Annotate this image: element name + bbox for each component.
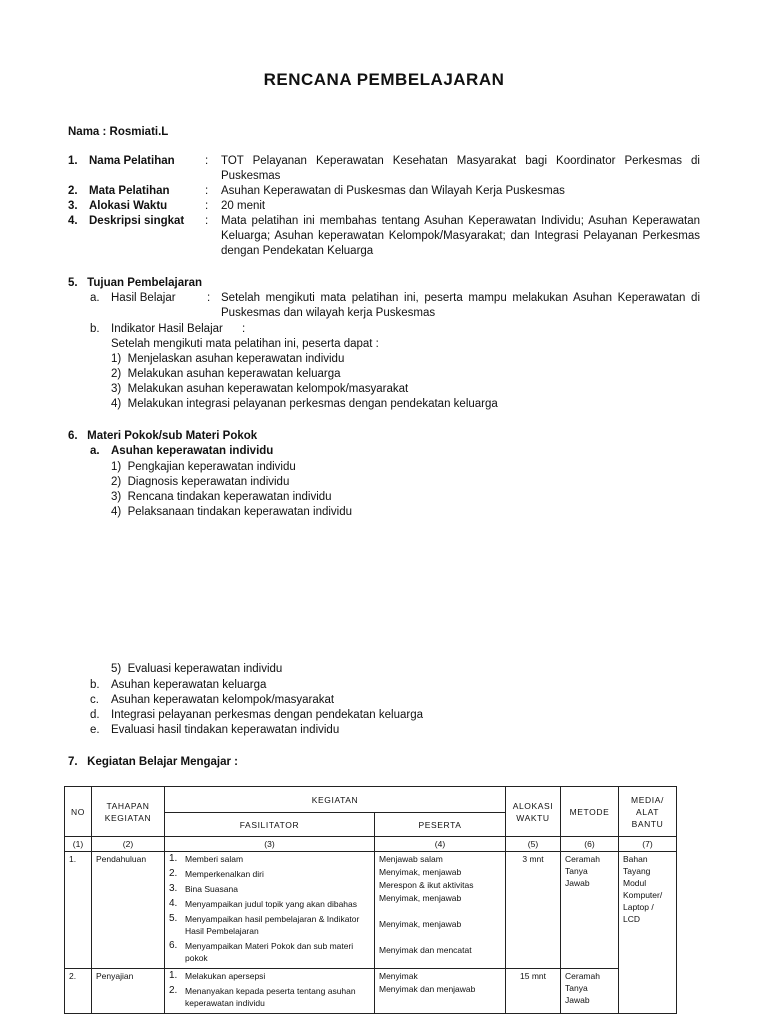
info-value: TOT Pelayanan Keperawatan Kesehatan Masyarakat bagi Koordinator Perkesmas di Puskesmas	[221, 155, 700, 182]
info-row-deskripsi	[68, 214, 700, 259]
table-cell-waktu: 3 mnt	[506, 852, 561, 969]
item-num: 1.	[169, 853, 178, 864]
indikator-list	[111, 337, 498, 412]
header-kegiatan: KEGIATAN	[165, 787, 506, 813]
item-text: Integrasi pelayanan perkesmas dengan pendekatan keluarga	[111, 709, 423, 721]
info-row-nama-pelatihan	[68, 154, 700, 184]
kegiatan-heading: 7. Kegiatan Belajar Mengajar :	[68, 756, 239, 768]
info-row-mata-pelatihan	[68, 184, 700, 199]
item-num: 2.	[169, 868, 178, 879]
info-num: 2.	[68, 185, 78, 197]
table-cell: (1)	[65, 837, 92, 852]
nama-line: Nama : Rosmiati.L	[68, 126, 169, 138]
kegiatan-table	[64, 786, 677, 1014]
list-item	[169, 868, 370, 880]
list-item: 1) Menjelaskan asuhan keperawatan individu	[111, 353, 345, 365]
peserta-line: Menyimak dan menjawab	[379, 984, 476, 994]
table-row	[65, 852, 677, 969]
list-item: 1) Pengkajian keperawatan individu	[111, 461, 296, 473]
peserta-line: Menjawab salam	[379, 854, 443, 864]
list-item	[90, 723, 423, 738]
table-cell-fasilitator	[165, 852, 375, 969]
info-num: 3.	[68, 200, 78, 212]
item-text: Menyampaikan judul topik yang akan dibahas	[185, 899, 358, 909]
table-cell-fasilitator	[165, 969, 375, 1014]
header-peserta: PESERTA	[375, 813, 506, 837]
info-label: Nama Pelatihan	[89, 155, 175, 167]
list-item: 3) Melakukan asuhan keperawatan kelompok/masyarakat	[111, 383, 409, 395]
item-num: 1.	[169, 970, 178, 981]
item-label: a.	[90, 445, 100, 457]
info-colon: :	[205, 185, 209, 197]
header-fasilitator: FASILITATOR	[165, 813, 375, 837]
indikator-row	[90, 322, 245, 337]
indikator-title: Indikator Hasil Belajar :	[111, 323, 246, 335]
indikator-intro: Setelah mengikuti mata pelatihan ini, peserta dapat :	[111, 338, 379, 350]
list-item: 4) Melakukan integrasi pelayanan perkesmas dengan pendekatan keluarga	[111, 398, 498, 410]
hasil-belajar-row	[90, 291, 700, 321]
info-num: 4.	[68, 215, 78, 227]
list-item: 5) Evaluasi keperawatan individu	[111, 663, 283, 675]
list-item	[90, 678, 423, 693]
peserta-line: Menyimak, menjawab	[379, 893, 462, 903]
list-item	[90, 693, 423, 708]
info-num: 1.	[68, 155, 78, 167]
info-label: Alokasi Waktu	[89, 200, 168, 212]
page-title: RENCANA PEMBELAJARAN	[263, 70, 505, 89]
table-cell-tahapan: Pendahuluan	[92, 852, 165, 969]
tujuan-heading: 5. Tujuan Pembelajaran	[68, 277, 202, 289]
list-item	[169, 883, 370, 895]
materi-a-list	[111, 460, 352, 520]
peserta-line: Menyimak	[379, 971, 418, 981]
item-text: Evaluasi hasil tindakan keperawatan individu	[111, 724, 340, 736]
info-colon: :	[205, 215, 209, 227]
item-text: Asuhan keperawatan kelompok/masyarakat	[111, 694, 335, 706]
hasil-belajar-title: Hasil Belajar	[111, 292, 176, 304]
list-item	[169, 970, 370, 982]
item-text: Melakukan apersepsi	[185, 971, 266, 981]
materi-heading: 6. Materi Pokok/sub Materi Pokok	[68, 430, 258, 442]
item-num: 5.	[169, 913, 178, 924]
item-num: 4.	[169, 898, 178, 909]
table-cell: (6)	[561, 837, 619, 852]
item-label: a.	[90, 292, 100, 304]
info-colon: :	[205, 155, 209, 167]
table-cell: (7)	[619, 837, 677, 852]
hasil-belajar-text: Setelah mengikuti mata pelatihan ini, peserta mampu melakukan Asuhan Keperawatan di Puskesmas dan wilayah kerja Puskesmas	[221, 292, 700, 319]
item-num: 3.	[169, 883, 178, 894]
list-item	[90, 708, 423, 723]
header-no: NO	[65, 787, 92, 837]
item-label: c.	[90, 694, 99, 706]
table-cell-no: 1.	[65, 852, 92, 969]
header-alokasi: ALOKASI WAKTU	[506, 787, 561, 837]
peserta-line: Menyimak dan mencatat	[379, 945, 472, 955]
item-text: Menyampaikan Materi Pokok dan sub materi pokok	[185, 941, 354, 963]
item-label: b.	[90, 679, 100, 691]
item-text: Menyampaikan hasil pembelajaran & Indikator Hasil Pembelajaran	[185, 914, 360, 936]
table-header-row	[65, 787, 677, 813]
table-row	[65, 969, 677, 1014]
table-cell-metode: Ceramah Tanya Jawab	[561, 852, 619, 969]
info-label: Mata Pelatihan	[89, 185, 170, 197]
list-item	[169, 913, 370, 937]
list-item	[169, 985, 370, 1009]
list-item: 2) Diagnosis keperawatan individu	[111, 476, 290, 488]
info-value: 20 menit	[221, 200, 266, 212]
header-tahapan: TAHAPAN KEGIATAN	[92, 787, 165, 837]
peserta-line: Merespon & ikut aktivitas	[379, 880, 474, 890]
peserta-line: Menyimak, menjawab	[379, 867, 462, 877]
list-item: 3) Rencana tindakan keperawatan individu	[111, 491, 332, 503]
table-cell-metode: Ceramah Tanya Jawab	[561, 969, 619, 1014]
list-item	[169, 853, 370, 865]
info-section	[68, 154, 700, 259]
table-cell-waktu: 15 mnt	[506, 969, 561, 1014]
table-cell: (3)	[165, 837, 375, 852]
item-colon: :	[207, 292, 211, 304]
info-label: Deskripsi singkat	[89, 215, 185, 227]
list-item: 2) Melakukan asuhan keperawatan keluarga	[111, 368, 341, 380]
list-item	[169, 940, 370, 964]
table-cell: (5)	[506, 837, 561, 852]
table-cell-no: 2.	[65, 969, 92, 1014]
item-num: 2.	[169, 985, 178, 996]
item-text: Menanyakan kepada peserta tentang asuhan keperawatan individu	[185, 986, 356, 1008]
materi-other-list	[90, 678, 423, 738]
header-media: MEDIA/ ALAT BANTU	[619, 787, 677, 837]
table-cell: (4)	[375, 837, 506, 852]
peserta-line	[379, 931, 501, 943]
table-cell-media: Bahan Tayang Modul Komputer/ Laptop / LCD	[619, 852, 677, 1014]
item-text: Asuhan keperawatan keluarga	[111, 679, 267, 691]
list-item	[169, 898, 370, 910]
table-cell-peserta	[375, 852, 506, 969]
item-num: 6.	[169, 940, 178, 951]
item-label: e.	[90, 724, 100, 736]
table-index-row	[65, 837, 677, 852]
materi-a-title: Asuhan keperawatan individu	[111, 445, 274, 457]
materi-a-row	[90, 444, 273, 459]
list-item: 4) Pelaksanaan tindakan keperawatan individu	[111, 506, 353, 518]
info-value: Mata pelatihan ini membahas tentang Asuhan Keperawatan Individu; Asuhan Keperawatan Keluarga; Asuhan keperawatan Kelompok/Masyarakat; dan Integrasi Pelayanan Perkesmas dengan Pendekatan Keluarga	[221, 215, 700, 257]
info-row-alokasi-waktu	[68, 199, 700, 214]
item-label: b.	[90, 323, 100, 335]
item-text: Memperkenalkan diri	[185, 869, 264, 879]
item-label: d.	[90, 709, 100, 721]
header-metode: METODE	[561, 787, 619, 837]
info-value: Asuhan Keperawatan di Puskesmas dan Wilayah Kerja Puskesmas	[221, 185, 565, 197]
table-cell: (2)	[92, 837, 165, 852]
peserta-line: Menyimak, menjawab	[379, 919, 462, 929]
item-text: Memberi salam	[185, 854, 244, 864]
item-text: Bina Suasana	[185, 884, 238, 894]
peserta-line	[379, 905, 501, 917]
info-colon: :	[205, 200, 209, 212]
table-cell-peserta	[375, 969, 506, 1014]
table-cell-tahapan: Penyajian	[92, 969, 165, 1014]
